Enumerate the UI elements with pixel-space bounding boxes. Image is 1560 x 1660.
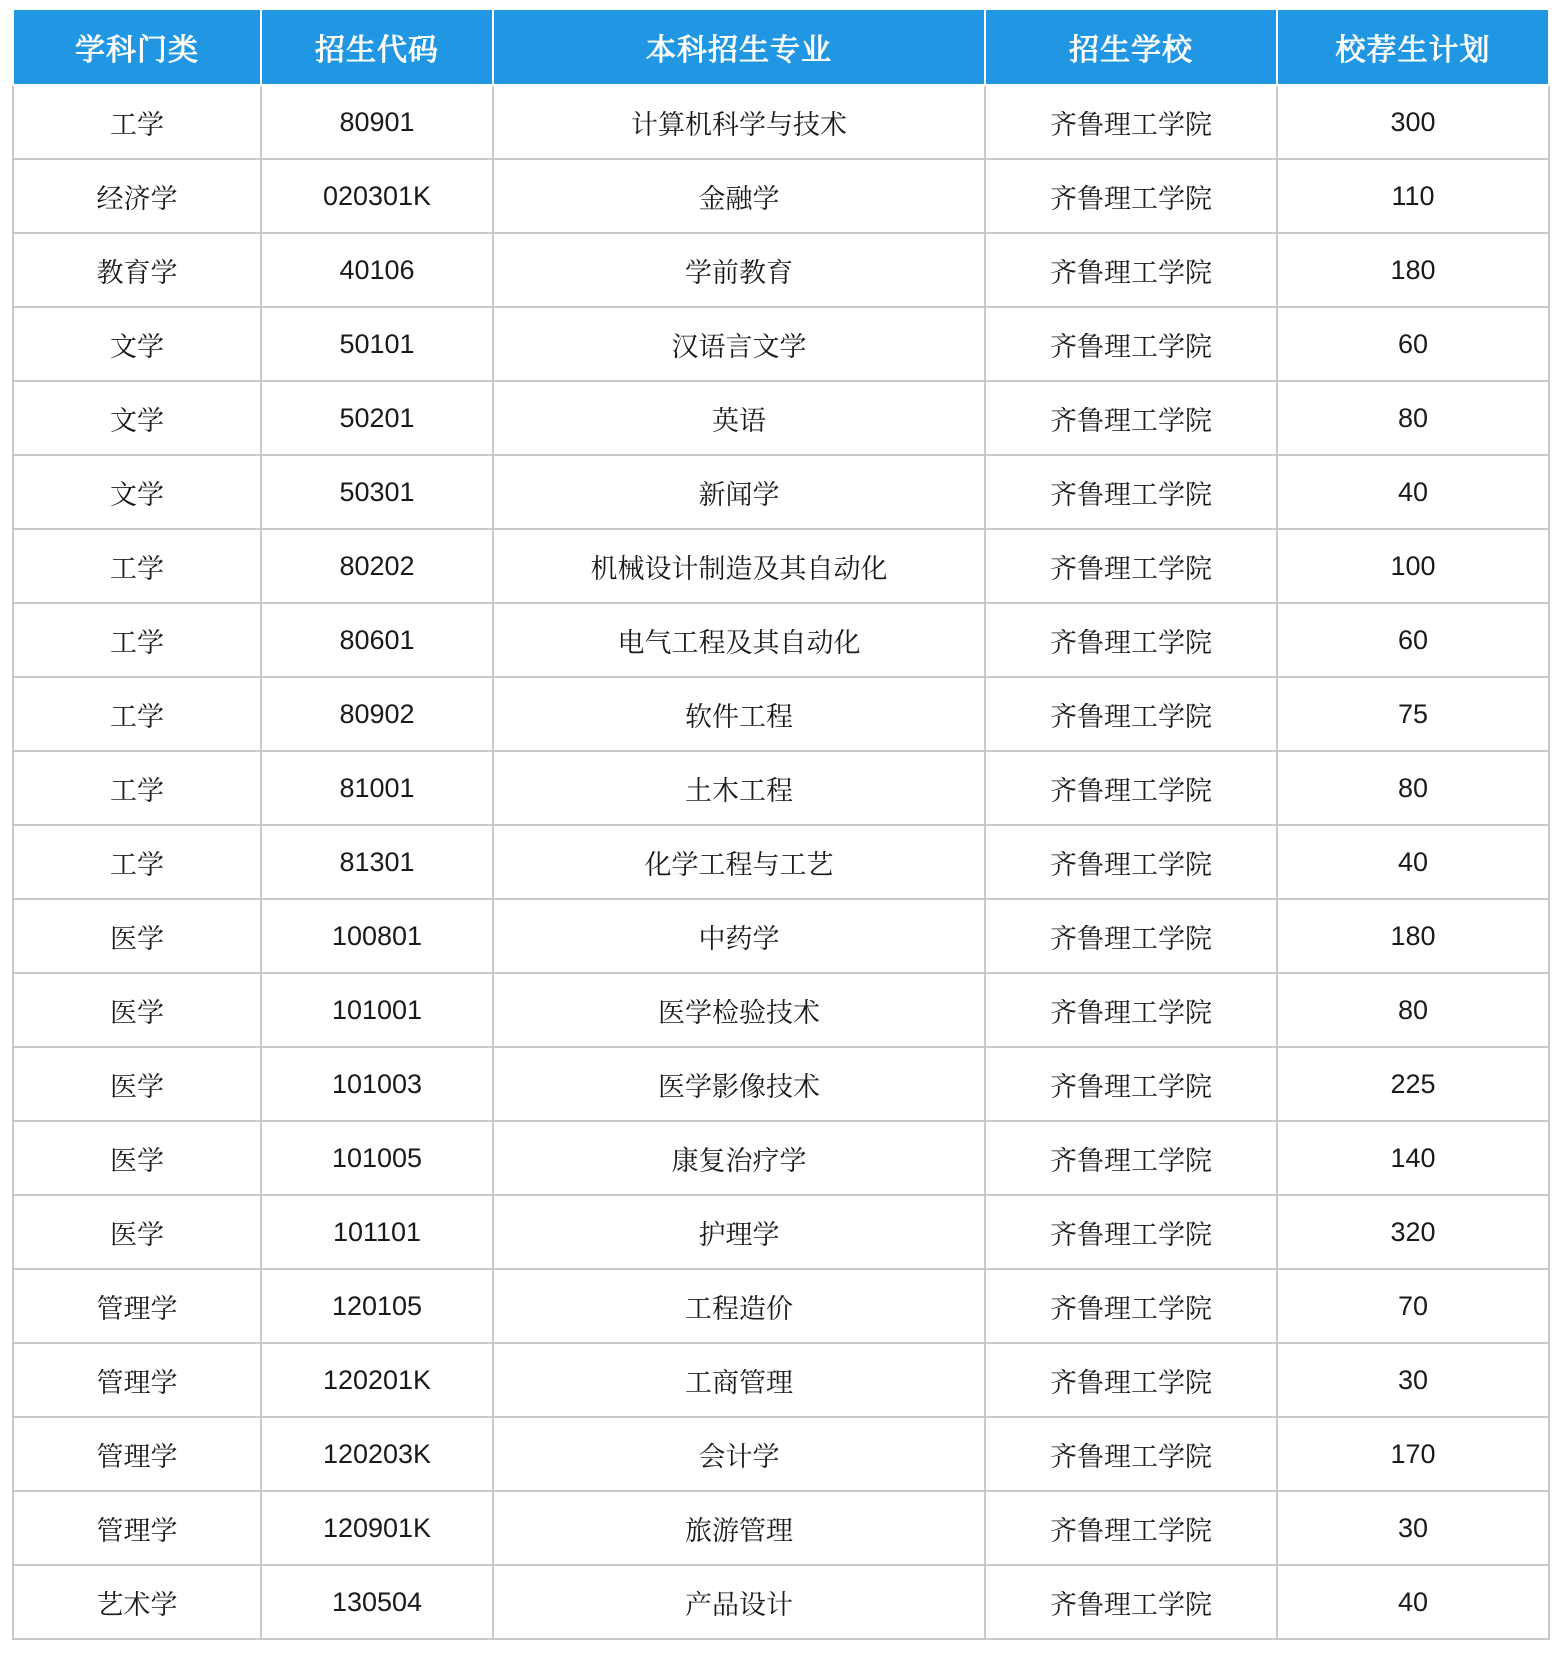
cell-major: 英语 (493, 381, 985, 455)
column-header-category: 学科门类 (13, 9, 261, 85)
cell-school: 齐鲁理工学院 (985, 455, 1277, 529)
cell-category: 管理学 (13, 1417, 261, 1491)
table-row (13, 1195, 1549, 1269)
cell-school: 齐鲁理工学院 (985, 1121, 1277, 1195)
cell-code: 80901 (261, 85, 493, 159)
cell-code: 101001 (261, 973, 493, 1047)
table-row (13, 825, 1549, 899)
table-row (13, 1343, 1549, 1417)
cell-plan: 80 (1277, 381, 1549, 455)
cell-code: 50301 (261, 455, 493, 529)
cell-category: 医学 (13, 973, 261, 1047)
cell-major: 金融学 (493, 159, 985, 233)
table-header-row (13, 9, 1549, 85)
cell-category: 医学 (13, 1195, 261, 1269)
column-header-plan: 校荐生计划 (1277, 9, 1549, 85)
cell-major: 医学检验技术 (493, 973, 985, 1047)
cell-school: 齐鲁理工学院 (985, 899, 1277, 973)
cell-major: 护理学 (493, 1195, 985, 1269)
cell-plan: 225 (1277, 1047, 1549, 1121)
cell-category: 管理学 (13, 1269, 261, 1343)
table-row (13, 1491, 1549, 1565)
cell-code: 120201K (261, 1343, 493, 1417)
cell-school: 齐鲁理工学院 (985, 233, 1277, 307)
cell-category: 文学 (13, 307, 261, 381)
cell-code: 101005 (261, 1121, 493, 1195)
cell-major: 产品设计 (493, 1565, 985, 1639)
cell-school: 齐鲁理工学院 (985, 1047, 1277, 1121)
table-row (13, 455, 1549, 529)
cell-plan: 60 (1277, 307, 1549, 381)
table-row (13, 899, 1549, 973)
cell-school: 齐鲁理工学院 (985, 603, 1277, 677)
cell-major: 汉语言文学 (493, 307, 985, 381)
cell-category: 工学 (13, 751, 261, 825)
table-row (13, 751, 1549, 825)
cell-school: 齐鲁理工学院 (985, 381, 1277, 455)
column-header-major: 本科招生专业 (493, 9, 985, 85)
cell-school: 齐鲁理工学院 (985, 825, 1277, 899)
cell-major: 软件工程 (493, 677, 985, 751)
cell-plan: 110 (1277, 159, 1549, 233)
cell-major: 化学工程与工艺 (493, 825, 985, 899)
cell-school: 齐鲁理工学院 (985, 1491, 1277, 1565)
table-row (13, 677, 1549, 751)
cell-category: 管理学 (13, 1491, 261, 1565)
cell-school: 齐鲁理工学院 (985, 1565, 1277, 1639)
cell-plan: 80 (1277, 751, 1549, 825)
cell-plan: 140 (1277, 1121, 1549, 1195)
cell-code: 81001 (261, 751, 493, 825)
cell-code: 101101 (261, 1195, 493, 1269)
cell-code: 80902 (261, 677, 493, 751)
table-row (13, 85, 1549, 159)
cell-school: 齐鲁理工学院 (985, 1195, 1277, 1269)
cell-major: 医学影像技术 (493, 1047, 985, 1121)
cell-major: 会计学 (493, 1417, 985, 1491)
cell-plan: 40 (1277, 825, 1549, 899)
cell-category: 工学 (13, 603, 261, 677)
table-body (13, 85, 1549, 1639)
cell-major: 学前教育 (493, 233, 985, 307)
table-row (13, 603, 1549, 677)
column-header-code: 招生代码 (261, 9, 493, 85)
cell-category: 文学 (13, 455, 261, 529)
cell-code: 40106 (261, 233, 493, 307)
cell-plan: 180 (1277, 899, 1549, 973)
cell-school: 齐鲁理工学院 (985, 751, 1277, 825)
cell-plan: 100 (1277, 529, 1549, 603)
cell-plan: 70 (1277, 1269, 1549, 1343)
cell-major: 机械设计制造及其自动化 (493, 529, 985, 603)
cell-category: 工学 (13, 529, 261, 603)
table-row (13, 1121, 1549, 1195)
cell-code: 120105 (261, 1269, 493, 1343)
cell-school: 齐鲁理工学院 (985, 1269, 1277, 1343)
cell-plan: 75 (1277, 677, 1549, 751)
cell-code: 101003 (261, 1047, 493, 1121)
cell-code: 100801 (261, 899, 493, 973)
cell-category: 医学 (13, 1121, 261, 1195)
table-row (13, 1269, 1549, 1343)
cell-plan: 60 (1277, 603, 1549, 677)
cell-major: 土木工程 (493, 751, 985, 825)
cell-major: 工程造价 (493, 1269, 985, 1343)
cell-category: 工学 (13, 85, 261, 159)
cell-category: 医学 (13, 899, 261, 973)
table-row (13, 529, 1549, 603)
cell-code: 80601 (261, 603, 493, 677)
cell-school: 齐鲁理工学院 (985, 973, 1277, 1047)
cell-category: 工学 (13, 677, 261, 751)
cell-code: 81301 (261, 825, 493, 899)
cell-plan: 30 (1277, 1491, 1549, 1565)
cell-school: 齐鲁理工学院 (985, 307, 1277, 381)
cell-plan: 30 (1277, 1343, 1549, 1417)
cell-plan: 170 (1277, 1417, 1549, 1491)
cell-code: 130504 (261, 1565, 493, 1639)
cell-major: 电气工程及其自动化 (493, 603, 985, 677)
cell-category: 医学 (13, 1047, 261, 1121)
cell-category: 艺术学 (13, 1565, 261, 1639)
table-row (13, 973, 1549, 1047)
table-row (13, 1417, 1549, 1491)
table-row (13, 381, 1549, 455)
table-row (13, 1047, 1549, 1121)
cell-major: 计算机科学与技术 (493, 85, 985, 159)
cell-plan: 300 (1277, 85, 1549, 159)
cell-school: 齐鲁理工学院 (985, 1343, 1277, 1417)
cell-code: 50101 (261, 307, 493, 381)
cell-category: 工学 (13, 825, 261, 899)
cell-category: 经济学 (13, 159, 261, 233)
table-header (13, 9, 1549, 85)
table-row (13, 233, 1549, 307)
cell-code: 120901K (261, 1491, 493, 1565)
cell-plan: 80 (1277, 973, 1549, 1047)
cell-school: 齐鲁理工学院 (985, 159, 1277, 233)
cell-plan: 40 (1277, 455, 1549, 529)
cell-plan: 180 (1277, 233, 1549, 307)
cell-school: 齐鲁理工学院 (985, 529, 1277, 603)
cell-school: 齐鲁理工学院 (985, 1417, 1277, 1491)
cell-category: 教育学 (13, 233, 261, 307)
admission-plan-table (12, 8, 1550, 1640)
cell-major: 旅游管理 (493, 1491, 985, 1565)
cell-school: 齐鲁理工学院 (985, 677, 1277, 751)
cell-major: 中药学 (493, 899, 985, 973)
cell-plan: 320 (1277, 1195, 1549, 1269)
column-header-school: 招生学校 (985, 9, 1277, 85)
cell-category: 管理学 (13, 1343, 261, 1417)
cell-major: 工商管理 (493, 1343, 985, 1417)
cell-code: 50201 (261, 381, 493, 455)
cell-code: 80202 (261, 529, 493, 603)
cell-plan: 40 (1277, 1565, 1549, 1639)
cell-major: 康复治疗学 (493, 1121, 985, 1195)
table-row (13, 159, 1549, 233)
cell-code: 020301K (261, 159, 493, 233)
cell-school: 齐鲁理工学院 (985, 85, 1277, 159)
table-row (13, 307, 1549, 381)
cell-category: 文学 (13, 381, 261, 455)
cell-major: 新闻学 (493, 455, 985, 529)
cell-code: 120203K (261, 1417, 493, 1491)
table-row (13, 1565, 1549, 1639)
